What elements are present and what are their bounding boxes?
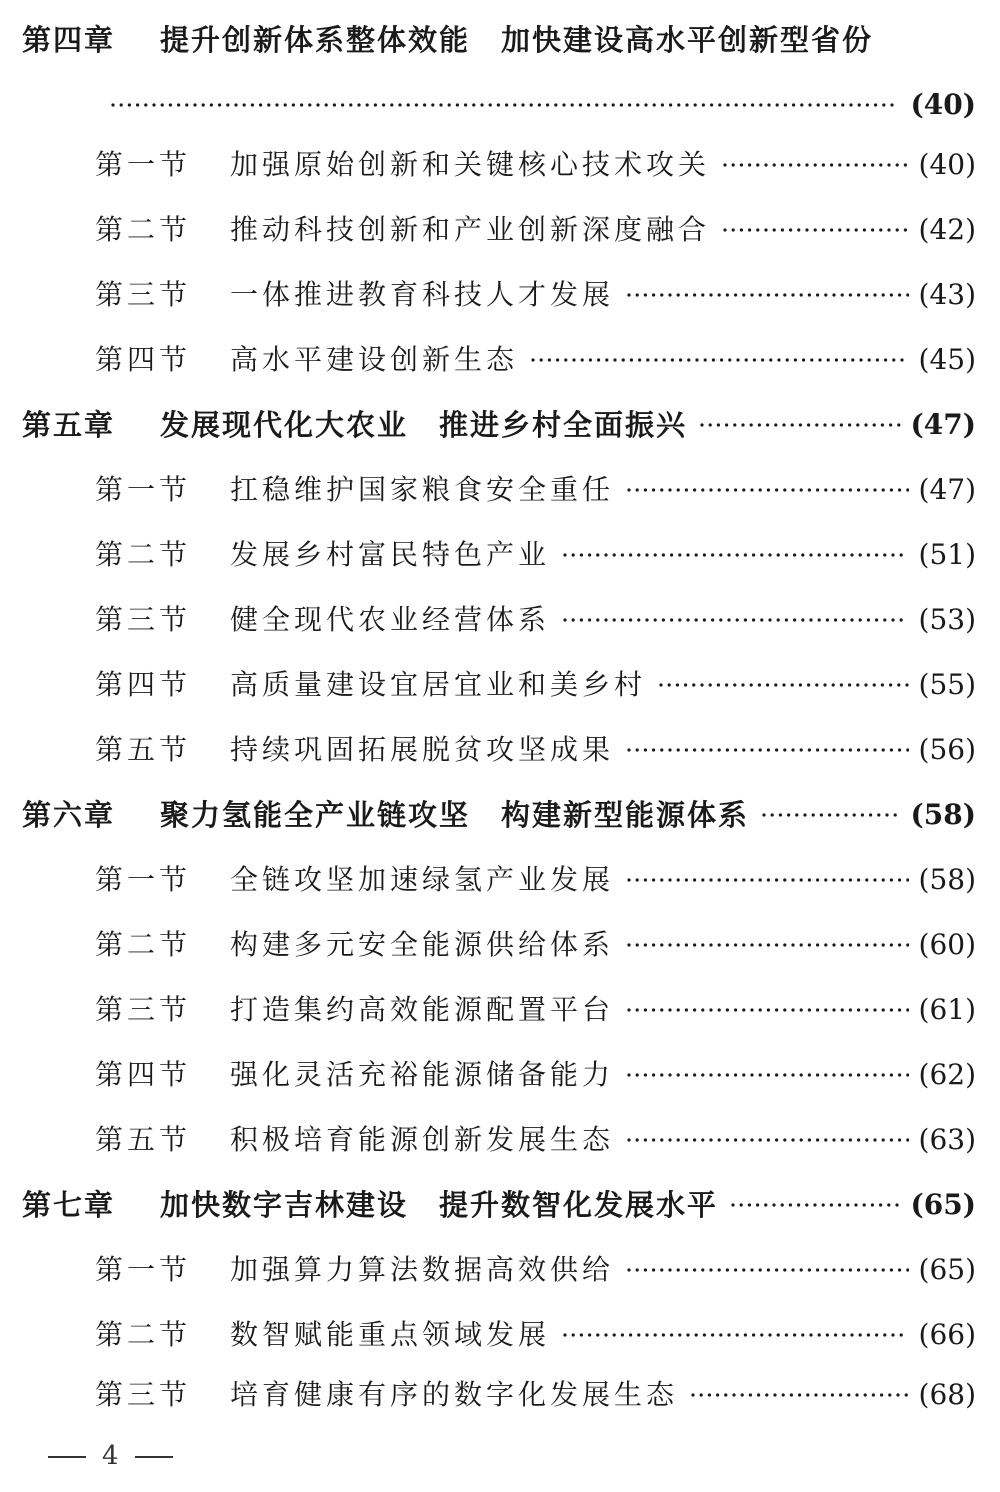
section-number: 第三节 — [95, 993, 192, 1026]
toc-chapter-entry[interactable] — [0, 15, 1000, 65]
page-reference: (65) — [910, 1188, 976, 1221]
dot-leader — [730, 1198, 901, 1212]
page-reference: (40) — [918, 148, 976, 181]
dot-leader — [626, 1003, 909, 1017]
section-number: 第三节 — [95, 1378, 192, 1411]
toc-section-entry[interactable] — [0, 1370, 1000, 1420]
toc-section-entry[interactable] — [0, 1310, 1000, 1360]
section-number: 第二节 — [95, 928, 192, 961]
chapter-title: 提升创新体系整体效能 加快建设高水平创新型省份 — [160, 23, 874, 57]
toc-chapter-entry-continued[interactable] — [0, 80, 1000, 130]
page-reference: (65) — [918, 1253, 976, 1286]
section-title: 推动科技创新和产业创新深度融合 — [230, 213, 711, 246]
chapter-title: 加快数字吉林建设 提升数智化发展水平 — [160, 1188, 719, 1222]
dot-leader — [530, 353, 909, 367]
toc-section-entry[interactable] — [0, 335, 1000, 385]
section-number: 第一节 — [95, 148, 192, 181]
section-number: 第三节 — [95, 278, 192, 311]
chapter-title: 聚力氢能全产业链攻坚 构建新型能源体系 — [160, 798, 750, 832]
section-number: 第三节 — [95, 603, 192, 636]
page-reference: (51) — [918, 538, 976, 571]
dot-leader — [722, 158, 909, 172]
page-reference: (56) — [918, 733, 976, 766]
section-title: 健全现代农业经营体系 — [230, 603, 551, 636]
page-reference: (66) — [918, 1318, 976, 1351]
page-number: 4 — [102, 1441, 119, 1471]
section-title: 高水平建设创新生态 — [230, 343, 519, 376]
section-number: 第五节 — [95, 733, 192, 766]
dot-leader — [110, 98, 896, 112]
section-title: 强化灵活充裕能源储备能力 — [230, 1058, 615, 1091]
page-reference: (45) — [918, 343, 976, 376]
footer-dash-left — [48, 1456, 86, 1458]
page-reference: (68) — [918, 1378, 976, 1411]
page-reference: (43) — [918, 278, 976, 311]
dot-leader — [626, 288, 909, 302]
section-title: 发展乡村富民特色产业 — [230, 538, 551, 571]
section-title: 扛稳维护国家粮食安全重任 — [230, 473, 615, 506]
toc-section-entry[interactable] — [0, 465, 1000, 515]
page-number-footer — [48, 1432, 173, 1480]
chapter-number: 第七章 — [22, 1188, 116, 1222]
dot-leader — [626, 1068, 909, 1082]
dot-leader — [562, 548, 909, 562]
dot-leader — [626, 483, 909, 497]
page-reference: (58) — [910, 798, 976, 831]
page-reference: (62) — [918, 1058, 976, 1091]
page-reference: (47) — [910, 408, 976, 441]
section-title: 数智赋能重点领域发展 — [230, 1318, 551, 1351]
toc-chapter-entry[interactable] — [0, 790, 1000, 840]
section-number: 第二节 — [95, 538, 192, 571]
page-reference: (61) — [918, 993, 976, 1026]
page-reference: (42) — [918, 213, 976, 246]
toc-section-entry[interactable] — [0, 855, 1000, 905]
section-number: 第四节 — [95, 1058, 192, 1091]
dot-leader — [626, 1133, 909, 1147]
dot-leader — [626, 938, 909, 952]
dot-leader — [626, 743, 909, 757]
toc-section-entry[interactable] — [0, 270, 1000, 320]
section-title: 积极培育能源创新发展生态 — [230, 1123, 615, 1156]
chapter-number: 第四章 — [22, 23, 116, 57]
dot-leader — [722, 223, 909, 237]
dot-leader — [562, 613, 909, 627]
section-number: 第一节 — [95, 473, 192, 506]
section-title: 高质量建设宜居宜业和美乡村 — [230, 668, 647, 701]
toc-section-entry[interactable] — [0, 1050, 1000, 1100]
page-reference: (40) — [910, 88, 976, 121]
page-reference: (60) — [918, 928, 976, 961]
dot-leader — [658, 678, 909, 692]
section-title: 加强算力算法数据高效供给 — [230, 1253, 615, 1286]
dot-leader — [690, 1388, 909, 1402]
section-number: 第一节 — [95, 1253, 192, 1286]
dot-leader — [761, 808, 901, 822]
toc-section-entry[interactable] — [0, 725, 1000, 775]
dot-leader — [626, 1263, 909, 1277]
page-reference: (53) — [918, 603, 976, 636]
section-number: 第四节 — [95, 668, 192, 701]
dot-leader — [699, 418, 901, 432]
toc-section-entry[interactable] — [0, 1115, 1000, 1165]
section-number: 第一节 — [95, 863, 192, 896]
page-reference: (63) — [918, 1123, 976, 1156]
section-number: 第二节 — [95, 1318, 192, 1351]
section-title: 一体推进教育科技人才发展 — [230, 278, 615, 311]
section-number: 第四节 — [95, 343, 192, 376]
toc-section-entry[interactable] — [0, 660, 1000, 710]
toc-section-entry[interactable] — [0, 920, 1000, 970]
section-title: 打造集约高效能源配置平台 — [230, 993, 615, 1026]
toc-chapter-entry[interactable] — [0, 400, 1000, 450]
page-reference: (55) — [918, 668, 976, 701]
section-title: 全链攻坚加速绿氢产业发展 — [230, 863, 615, 896]
section-title: 培育健康有序的数字化发展生态 — [230, 1378, 679, 1411]
section-number: 第五节 — [95, 1123, 192, 1156]
dot-leader — [626, 873, 909, 887]
footer-dash-right — [135, 1456, 173, 1458]
chapter-number: 第六章 — [22, 798, 116, 832]
page-reference: (58) — [918, 863, 976, 896]
toc-section-entry[interactable] — [0, 140, 1000, 190]
toc-section-entry[interactable] — [0, 985, 1000, 1035]
section-title: 加强原始创新和关键核心技术攻关 — [230, 148, 711, 181]
page-reference: (47) — [918, 473, 976, 506]
chapter-number: 第五章 — [22, 408, 116, 442]
chapter-title: 发展现代化大农业 推进乡村全面振兴 — [160, 408, 688, 442]
toc-section-entry[interactable] — [0, 595, 1000, 645]
section-title: 构建多元安全能源供给体系 — [230, 928, 615, 961]
toc-chapter-entry[interactable] — [0, 1180, 1000, 1230]
section-title: 持续巩固拓展脱贫攻坚成果 — [230, 733, 615, 766]
dot-leader — [562, 1328, 909, 1342]
section-number: 第二节 — [95, 213, 192, 246]
toc-section-entry[interactable] — [0, 205, 1000, 255]
toc-section-entry[interactable] — [0, 1245, 1000, 1295]
toc-section-entry[interactable] — [0, 530, 1000, 580]
